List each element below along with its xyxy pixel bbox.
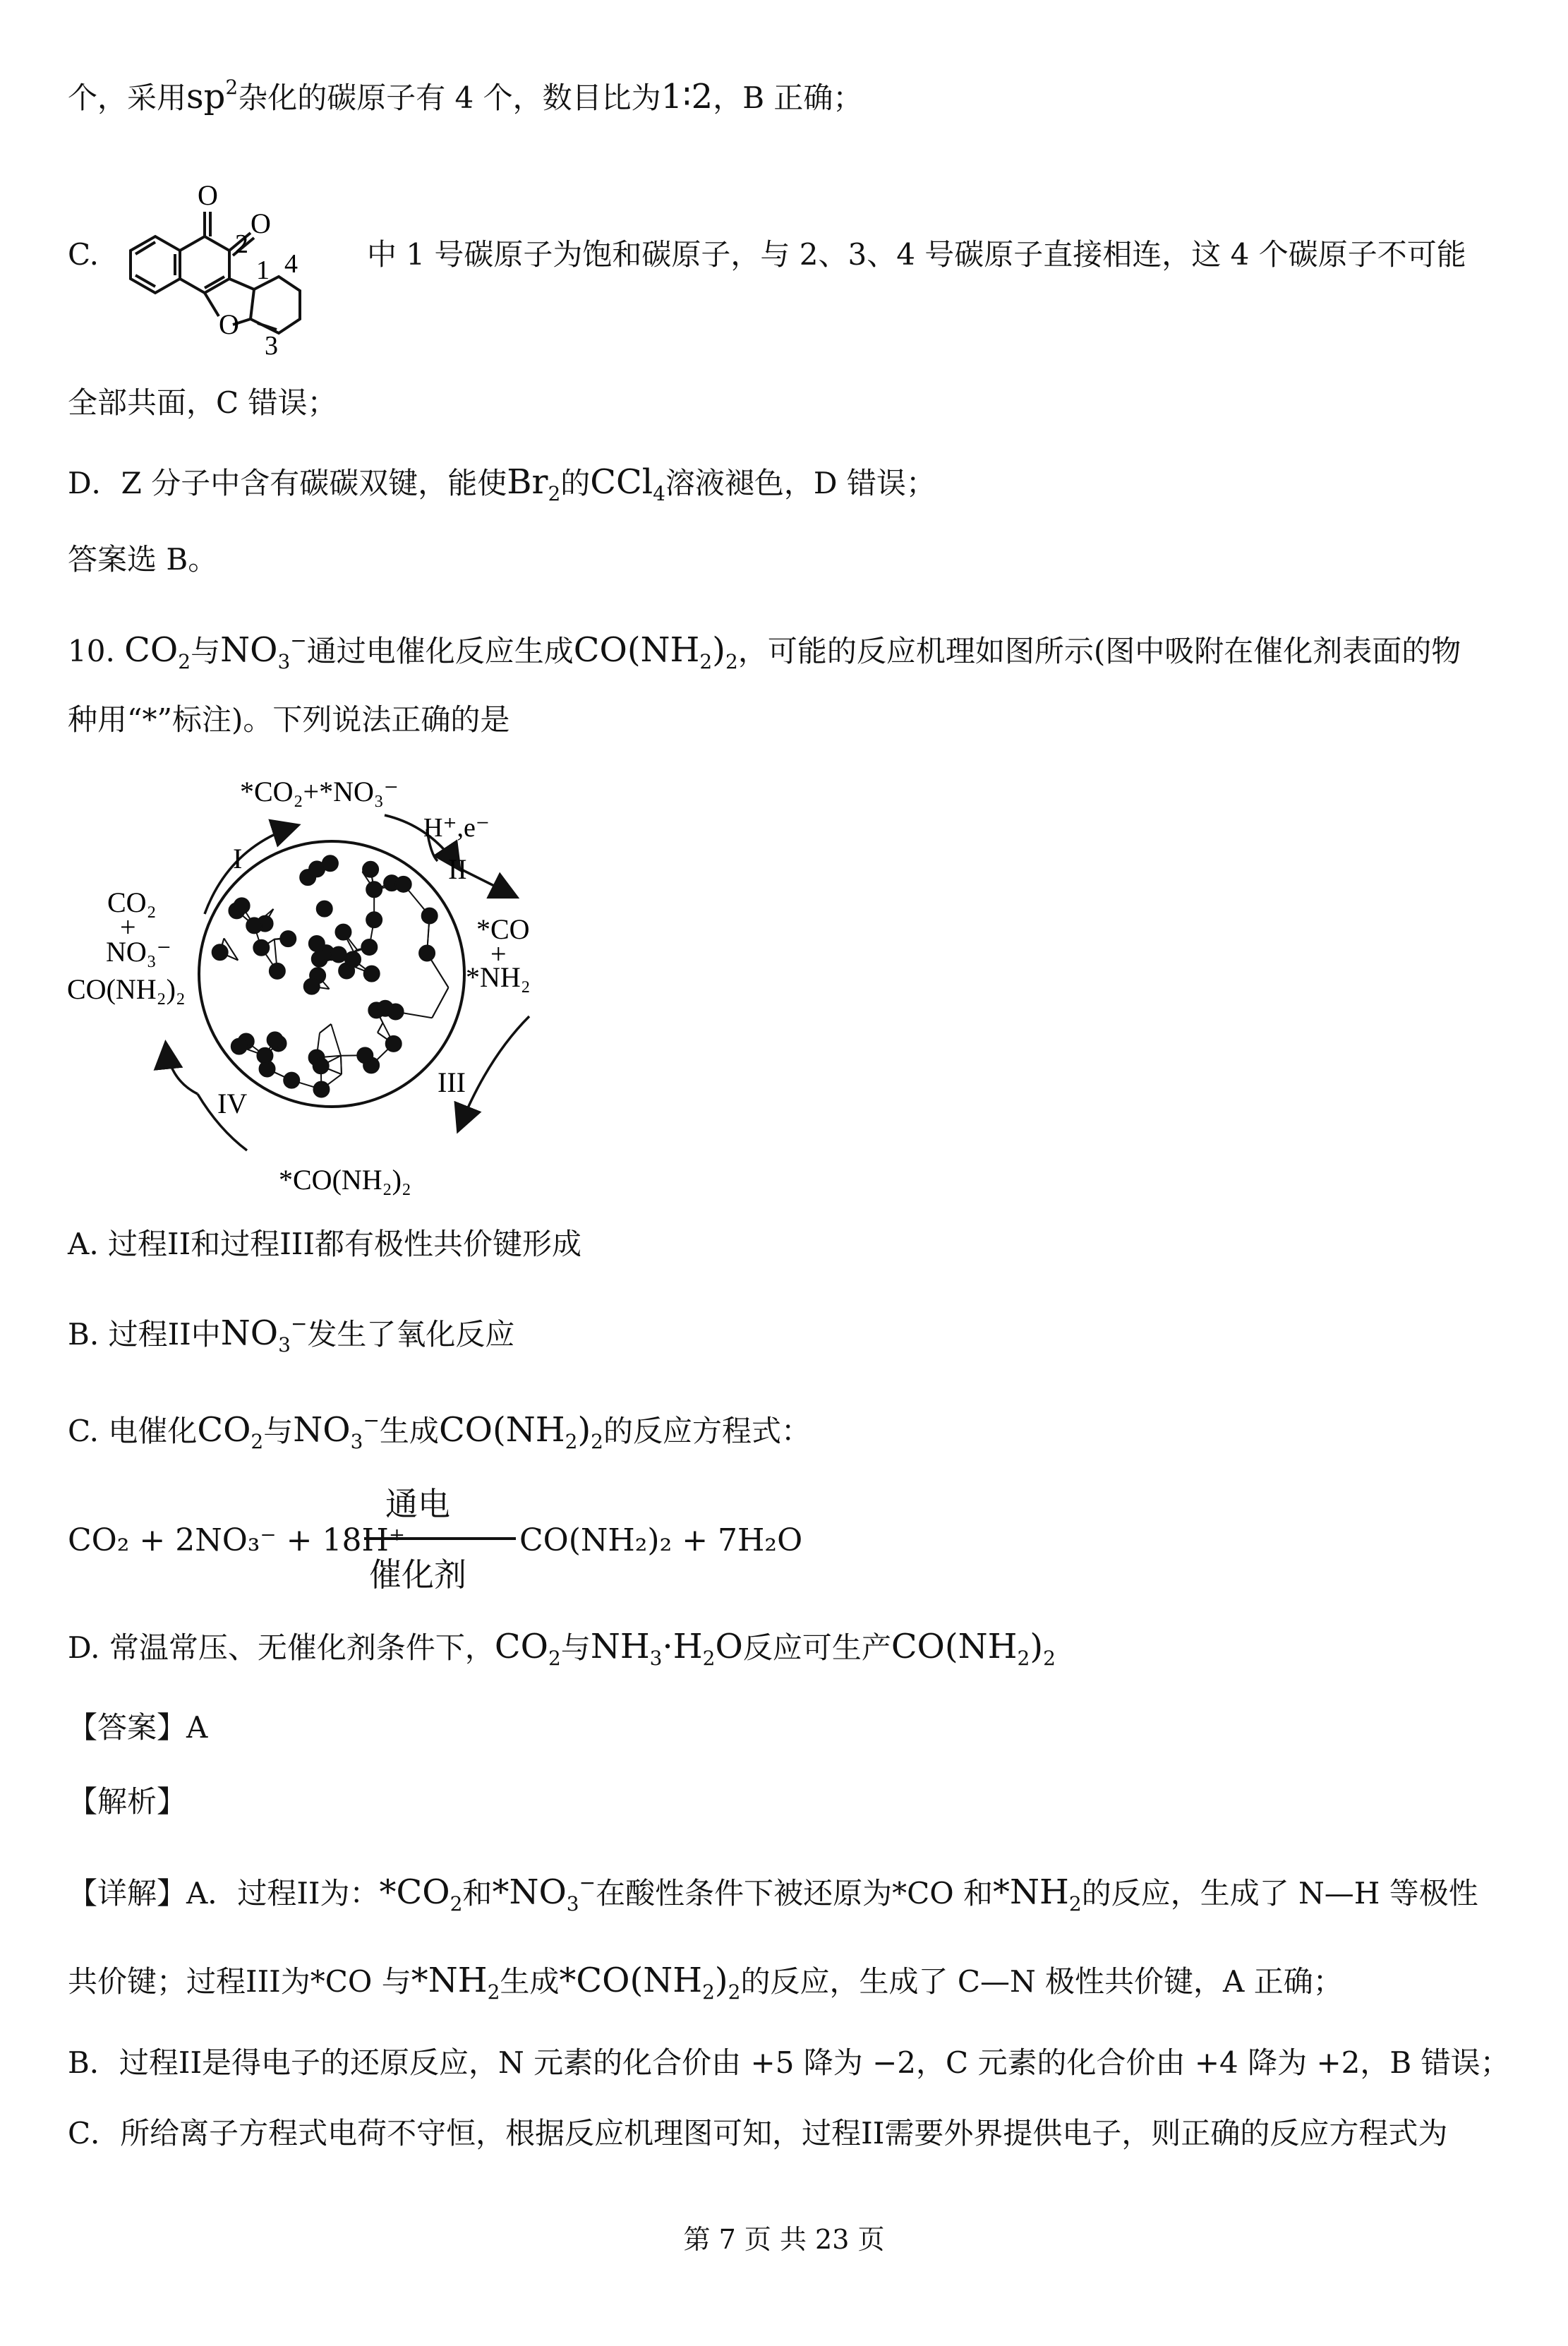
network-atom [396,877,411,892]
subscript: 3 [277,650,291,673]
intermediate-label: *CO [476,913,530,945]
text: 共价键；过程III为*CO 与 [68,1964,411,1999]
formula: ) [1030,1627,1044,1666]
network-bond [320,1024,331,1033]
network-bond [341,1056,342,1074]
formula: ) [577,1410,591,1450]
subscript: 3 [566,1892,579,1915]
formula: NO [220,630,278,670]
formula: CO [494,1627,548,1666]
subscript: 4 [653,482,665,505]
network-atom [309,936,325,951]
catalyst-sphere [199,841,464,1107]
reactant-label: NO₃⁻ [106,936,171,968]
text: C. 电催化 [68,1414,198,1448]
plus-label: + [120,911,136,943]
network-atom [363,862,378,877]
formula: ) [712,630,725,670]
network-atom [386,1036,402,1052]
equation-lhs: CO₂ + 2NO₃⁻ + 18H⁺ [68,1522,406,1558]
text: 在酸性条件下被还原为*CO 和 [596,1876,994,1911]
detail-line-2 [68,1961,1343,2012]
text: 反应可生产 [742,1630,891,1665]
text: 的反应，生成了 C—N 极性共价键，A 正确； [740,1964,1343,1999]
option-c [68,1401,811,1462]
equation-above: 通电 [385,1485,450,1523]
option-a: A. 过程II和过程III都有极性共价键形成 [68,1227,581,1261]
formula: CCl [590,462,653,502]
reactant-label: CO₂ [107,886,157,918]
network-atom [253,940,269,956]
atom-number: 1 [256,255,270,285]
formula: CO(NH [891,1627,1018,1666]
answer-previous: 答案选 B。 [68,542,218,577]
text: 和 [462,1876,493,1911]
question-10-line-2: 种用“*”标注)。下列说法正确的是 [68,702,510,737]
network-atom [378,1001,393,1016]
process-iii-label: III [438,1066,466,1098]
superscript: − [579,1871,596,1894]
formula: NO [293,1410,351,1450]
formula: sp [186,77,226,116]
text: 溶液褪色，D 错误； [665,466,936,500]
subscript: 3 [278,1333,291,1357]
network-atom [313,1058,329,1073]
equation-below: 催化剂 [369,1556,466,1594]
network-atom [317,901,332,917]
formula: CO [197,1410,251,1450]
text: 的反应方程式： [603,1414,812,1448]
formula: *NH [411,1961,488,2000]
equation-rhs: CO(NH₂)₂ + 7H₂O [519,1522,803,1558]
superscript: − [290,1312,308,1335]
text: 【详解】A．过程II为： [68,1876,380,1911]
catalyst-network [212,855,449,1097]
text: D. 常温常压、无催化剂条件下， [68,1630,495,1665]
superscript: − [290,629,307,652]
process-i-label: I [233,843,243,874]
network-atom [313,1081,329,1097]
network-atom [345,951,361,967]
network-bond [432,987,448,1018]
option-c-text: 中 1 号碳原子为饱和碳原子，与 2、3、4 号碳原子直接相连，这 4 个碳原子不可能 [367,237,1466,272]
text: B. 过程II中 [68,1317,221,1352]
option-c-continued: 全部共面，C 错误； [68,385,337,420]
network-atom [366,912,382,927]
equation [68,1479,844,1606]
subscript: 2 [565,1430,578,1453]
oxygen-label: O [219,308,239,340]
option-b [68,1304,514,1365]
reaction-mechanism-diagram [64,762,586,1214]
superscript: 2 [225,76,239,99]
formula: O [715,1627,743,1666]
formula: *CO(NH [559,1961,703,2000]
network-atom [270,963,285,979]
detail-line-3: B．过程II是得电子的还原反应，N 元素的化合价由 +5 降为 −2，C 元素的化合价由 +4 降为 +2，B 错误； [68,2045,1510,2080]
formula: CO [124,630,179,670]
atom-number: 2 [235,229,248,259]
network-atom [212,944,228,960]
molecule-structure [106,134,381,367]
product-label: CO(NH₂)₂ [67,973,186,1005]
network-atom [304,979,320,994]
network-atom [366,882,382,897]
process-iv-label: IV [217,1088,248,1119]
text: 杂化的碳原子有 4 个，数目比为 [238,80,661,115]
oxygen-label: O [198,179,218,211]
option-c-label: C. [68,237,99,272]
ratio: 1∶2 [661,77,713,116]
line-1 [68,68,862,118]
subscript: 2 [1068,1892,1082,1915]
subscript: 2 [725,650,738,673]
network-atom [246,918,262,933]
text: ，可能的反应机理如图所示(图中吸附在催化剂表面的物 [737,634,1461,668]
network-atom [331,947,346,963]
network-bond [331,1024,341,1056]
text: ，B 正确； [713,80,863,115]
text: D．Z 分子中含有碳碳双键，能使 [68,466,507,500]
subscript: 2 [699,650,713,673]
network-atom [422,908,438,924]
subscript: 2 [548,482,561,505]
subscript: 2 [1017,1647,1030,1670]
network-atom [284,1073,299,1088]
text: 通过电催化反应生成 [306,634,574,668]
subscript: 2 [178,650,191,673]
oxygen-label: O [251,207,271,239]
formula: ) [714,1961,728,2000]
network-atom [357,1047,373,1063]
network-atom [335,925,351,940]
page-footer: 第 7 页 共 23 页 [683,2224,885,2255]
network-bond [378,1023,382,1033]
subscript: 3 [350,1430,363,1453]
text: 个，采用 [68,80,187,115]
top-label: *CO₂+*NO₃⁻ [240,776,399,807]
process-ii-label: II [448,853,467,885]
subscript: 2 [548,1647,561,1670]
question-10-line-1 [68,621,1461,682]
plus-label: + [490,938,507,970]
network-atom [267,1032,283,1047]
bottom-label: *CO(NH₂)₂ [279,1164,411,1196]
formula: NO [220,1313,279,1353]
intermediate-label: *NH₂ [466,961,531,993]
network-atom [234,898,250,913]
question-number: 10. [68,634,115,668]
network-atom [280,931,296,946]
option-d-line [68,462,936,514]
atom-number: 3 [265,331,278,361]
option-d [68,1627,1056,1678]
text: 与 [560,1630,591,1665]
subscript: 2 [591,1430,603,1453]
equation-bar [364,1537,516,1540]
formula: *NO [492,1872,567,1912]
subscript: 2 [487,1980,500,2004]
subscript: 2 [702,1647,716,1670]
text: 发生了氧化反应 [307,1317,515,1352]
subscript: 2 [1043,1647,1056,1670]
formula: NH [590,1627,650,1666]
subscript: 2 [728,1980,741,2004]
formula: ·H [662,1627,703,1666]
network-atom [361,939,377,955]
superscript: − [363,1409,380,1432]
network-atom [309,861,325,877]
text: 生成 [500,1964,560,1999]
answer-label: 【答案】A [68,1710,208,1745]
text: 的 [560,466,591,500]
text: 生成 [379,1414,439,1448]
subscript: 2 [251,1430,264,1453]
network-atom [257,1048,272,1064]
subscript: 2 [702,1980,715,2004]
text: 的反应，生成了 N—H 等极性 [1081,1876,1478,1911]
formula: *CO [379,1872,450,1912]
formula: *NH [993,1872,1069,1912]
subscript: 2 [450,1892,463,1915]
network-atom [364,966,380,982]
network-atom [231,1039,247,1054]
reagent-label: H⁺,e⁻ [423,813,490,843]
text: 与 [263,1414,294,1448]
formula: Br [507,462,548,502]
text: 与 [191,634,221,668]
formula: CO(NH [573,630,700,670]
detail-line-4: C．所给离子方程式电荷不守恒，根据反应机理图可知，过程II需要外界提供电子，则正确的反应方程式为 [68,2116,1448,2150]
formula: CO(NH [438,1410,565,1450]
subscript: 3 [649,1647,663,1670]
atom-number: 4 [284,249,298,279]
network-atom [419,945,435,961]
detail-line-1 [68,1863,1478,1924]
analysis-label: 【解析】 [68,1784,187,1819]
